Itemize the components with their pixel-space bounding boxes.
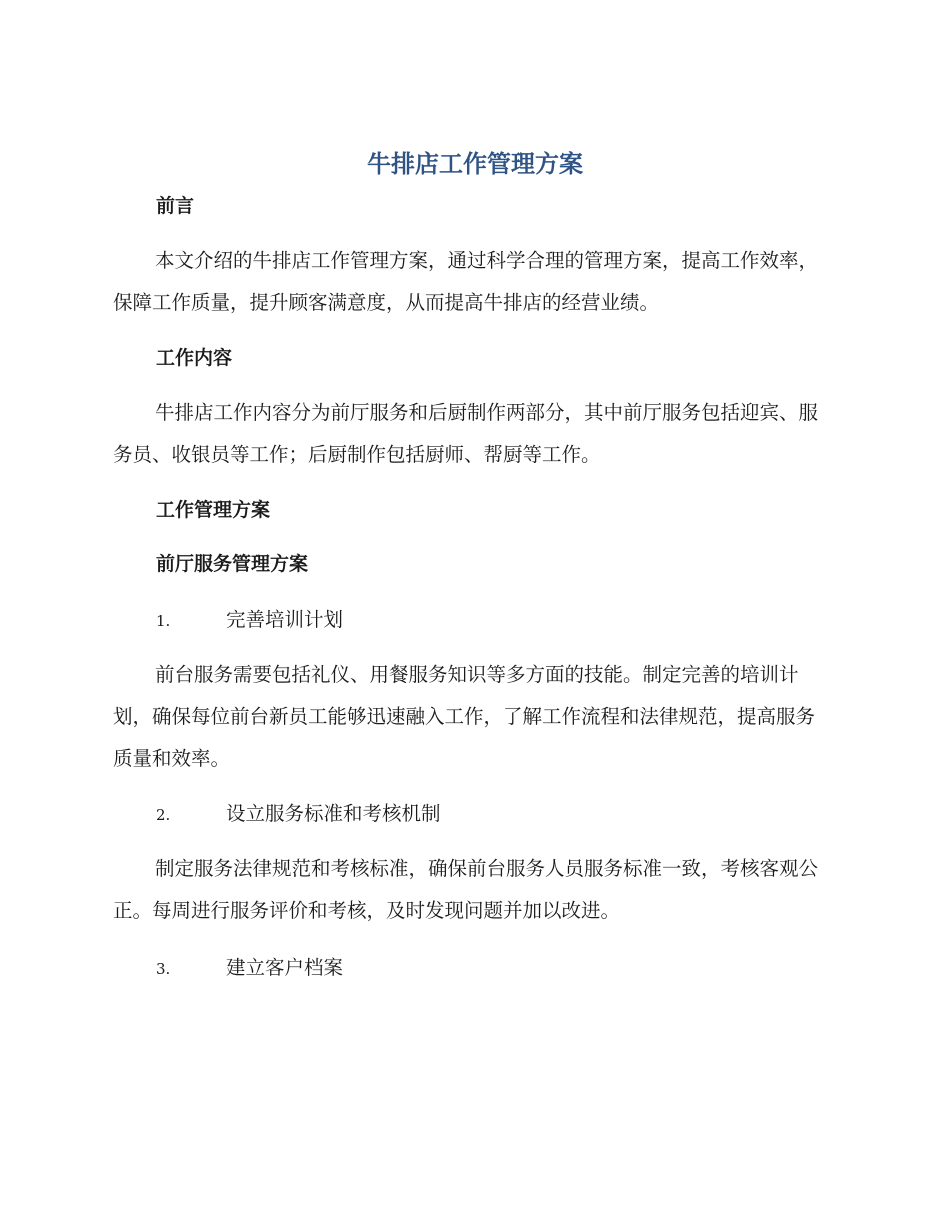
item-1-paragraph [113,654,833,780]
content-text: 牛排店工作内容分为前厅服务和后厨制作两部分，其中前厅服务包括迎宾、服务员、收银员等工作；后厨制作包括厨师、帮厨等工作。 [113,401,819,466]
preface-paragraph [113,240,833,324]
list-title: 完善培训计划 [226,608,344,631]
content-heading: 工作内容 [156,347,233,369]
list-item-3 [156,954,343,983]
document-title: 牛排店工作管理方案 [367,150,583,178]
list-number: 3. [156,960,171,978]
plan-heading: 工作管理方案 [156,499,271,521]
list-number: 2. [156,806,171,824]
preface-heading: 前言 [156,195,195,217]
front-service-heading: 前厅服务管理方案 [156,553,309,575]
item-2-text: 制定服务法律规范和考核标准，确保前台服务人员服务标准一致，考核客观公正。每周进行服务评价和考核，及时发现问题并加以改进。 [113,857,819,922]
list-title: 建立客户档案 [226,956,344,979]
item-2-paragraph [113,848,833,932]
list-item-1 [156,606,343,635]
item-1-text: 前台服务需要包括礼仪、用餐服务知识等多方面的技能。制定完善的培训计划，确保每位前台新员工能够迅速融入工作，了解工作流程和法律规范，提高服务质量和效率。 [113,663,816,770]
preface-text: 本文介绍的牛排店工作管理方案，通过科学合理的管理方案，提高工作效率，保障工作质量，提升顾客满意度，从而提高牛排店的经营业绩。 [113,249,819,314]
list-title: 设立服务标准和考核机制 [226,802,441,825]
list-item-2 [156,800,441,829]
content-paragraph [113,392,833,476]
list-number: 1. [156,612,171,630]
